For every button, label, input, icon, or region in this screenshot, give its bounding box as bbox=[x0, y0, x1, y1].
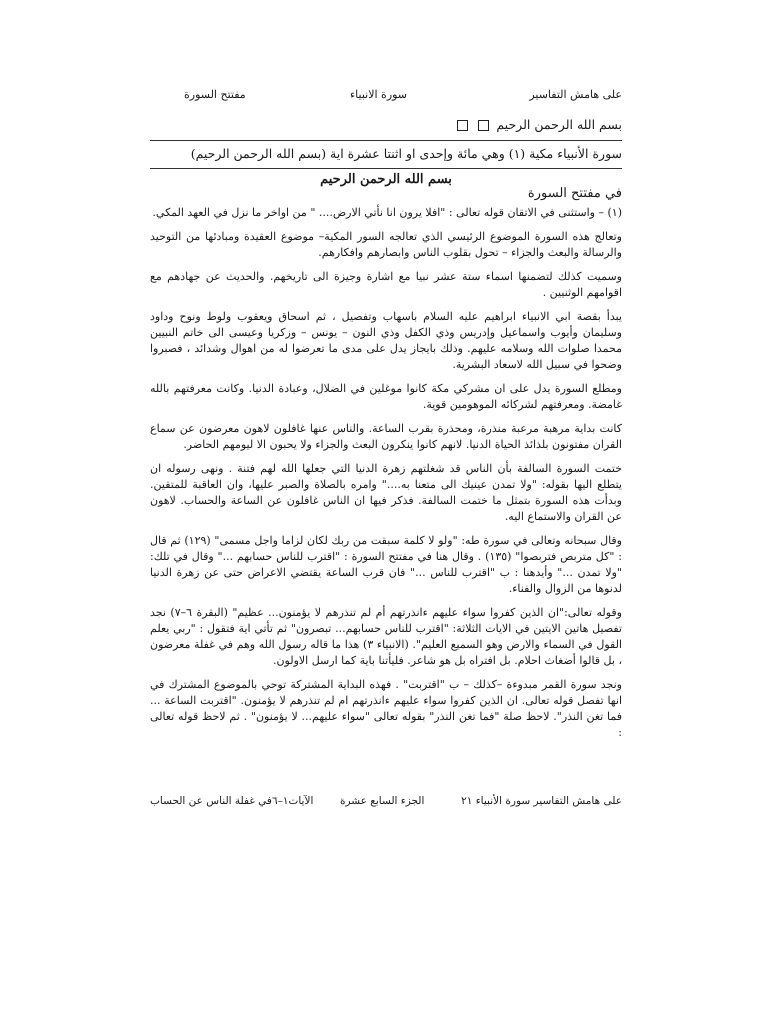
paragraph: ختمت السورة السالفة بأن الناس قد شغلتهم زهرة الدنيا التي جعلها الله لهم فتنة . ونهى رسوله ان يتطلع اليها بقوله: "ولا تمدن عينيك الى متعنا به...." وامره بالصلاة والصبر عليها، وان العاقبة للمتقين. وبدأت هذه السورة بتمثل ما ختمت السالفة. فذكر فيها ان الناس غافلون عن الساعة والحساب. لاهون عن القران والاستماع اليه. bbox=[150, 462, 622, 523]
header-book-title: على هامش التفاسير bbox=[529, 88, 622, 101]
section-heading: في مفتتح السورة bbox=[527, 186, 622, 201]
body-text bbox=[150, 205, 622, 749]
paragraph: ومطلع السورة يدل على ان مشركي مكة كانوا موغلين في الضلال، وعبادة الدنيا. وكانت معرفتهم بالله غامضة. ومعرفتهم لشركائه الموهومين قوية. bbox=[150, 382, 622, 411]
box-glyph-icon bbox=[478, 120, 489, 131]
paragraph: يبدأ بقصة ابي الانبياء ابراهيم عليه السلام باسهاب وتفصيل ، ثم اسحاق ويعقوب ولوط ونوح وداود وسليمان وأيوب واسماعيل وإدريس وذي الكفل وذي النون – يونس – وزكريا وعيسى الى خاتم النبيين محمدا صلوات الله وسلامه عليهم. وذلك بايجاز يدل على مدى ما تعرضوا له من اهوال وشدائد ، فصبروا وضحوا في سبيل الله لاسعاد البشرية. bbox=[150, 310, 622, 371]
page-footer bbox=[150, 795, 622, 813]
center-title: بسم الله الرحمن الرحيم bbox=[320, 172, 452, 187]
surah-intro: سورة الأنبياء مكية (١) وهي مائة وإحدى او اثنتا عشرة اية (بسم الله الرحمن الرحيم) bbox=[190, 146, 622, 161]
paragraph: وقوله تعالى:"ان الذين كفروا سواء عليهم ءانذرتهم أم لم تنذرهم لا يؤمنون... عظيم" (البقرة ٦–٧) نجد تفصيل هاتين الايتين في الايات الثلاثة: "اقترب للناس حسابهم... تبصرون" ثم تأتي اية فتقول : "ربي يعلم القول في السماء والارض وهو السميع العليم". (الانبياء ٣) هذا ما قاله رسول الله وهم في غفلة معرضون ، بل قالوا أضغاث احلام. بل افتراه بل هو شاعر. فليأتنا باية كما ارسل الاولون. bbox=[150, 606, 622, 667]
footer-verses: الآيات١–٦في غفلة الناس عن الحساب bbox=[150, 795, 314, 807]
divider bbox=[150, 140, 622, 141]
box-glyph-icon bbox=[457, 120, 468, 131]
paragraph: ونجد سورة القمر مبدوءة –كذلك – ب "اقتربت" . فهذه البداية المشتركة توحي بالموضوع المشترك في انها تفصل قوله تعالى. ان الذين كفروا سواء عليهم ءانذرتهم ام لم تنذرهم لا يؤمنون. "اقتربت الساعة ... فما تغن النذر". لاحظ صلة "فما تغن النذر" بقوله تعالى "سواء عليهم... لا يؤمنون" . ثم لاحظ قوله تعالى : bbox=[150, 678, 622, 739]
paragraph: وتعالج هذه السورة الموضوع الرئيسي الذي تعالجه السور المكية– موضوع العقيدة ومبادئها من التوحيد والرسالة والبعث والجزاء – تحول بقلوب الناس وابصارهم وافكارهم. bbox=[150, 230, 622, 259]
header-section-name: مفتتح السورة bbox=[184, 88, 246, 101]
footer-book-ref: على هامش التفاسير سورة الأنبياء ٢١ bbox=[461, 795, 622, 807]
basmala-text: بسم الله الرحمن الرحيم bbox=[496, 117, 622, 132]
footer-part: الجزء السابع عشرة bbox=[340, 795, 425, 807]
basmala-line bbox=[454, 117, 622, 132]
paragraph: وقال سبحانه وتعالى في سورة طه: "ولو لا كلمة سبقت من ربك لكان لزاما واجل مسمى" (١٢٩) ثم قال : "كل متربص فتربصوا" (١٣٥) . وقال هنا في مفتتح السورة : "اقترب للناس حسابهم ..." وقال في تلك: "ولا تمدن ..." وأيدهنا : ب "اقترب للناس ..." فان قرب الساعة يقتضي الاعراض حتى عن زهرة الدنيا لدنوها من الزوال والفناء. bbox=[150, 534, 622, 595]
paragraph: كانت بداية مرهبة مرعبة منذرة، ومحذرة بقرب الساعة. والناس عنها غافلون لاهون معرضون عن سماع القران مفتونون بلذائذ الحياة الدنيا. لانهم كانوا ينكرون البعث والجزاء ولا يحبون الا ليومهم الحاضر. bbox=[150, 422, 622, 451]
header-surah-name: سورة الانبياء bbox=[350, 88, 408, 101]
divider bbox=[150, 168, 622, 169]
paragraph: وسميت كذلك لتضمنها اسماء ستة عشر نبيا مع اشارة وجيزة الى تاريخهم. والحديث عن جهادهم مع اقوامهم الوثنيين . bbox=[150, 270, 622, 299]
page-header bbox=[150, 88, 622, 108]
paragraph: (١) – واستثنى في الاتقان قوله تعالى : "افلا يرون انا نأتي الارض.... " من اواخر ما نزل في العهد المكي. bbox=[152, 206, 622, 219]
